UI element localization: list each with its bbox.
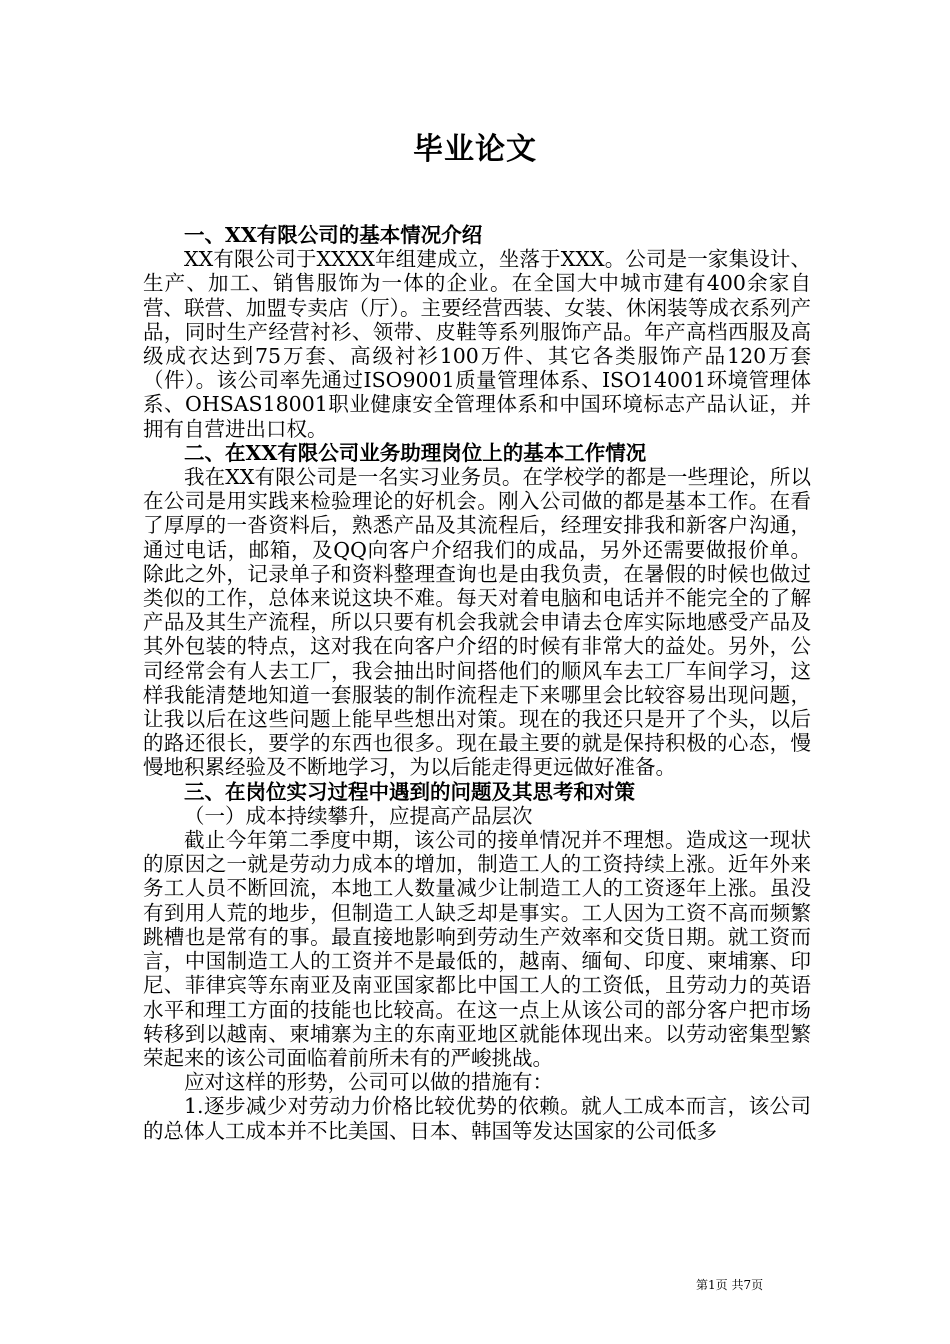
paragraph: 应对这样的形势，公司可以做的措施有： [184, 1070, 553, 1095]
page-title: 毕业论文 [413, 132, 537, 167]
paragraph: 我在XX有限公司是一名实习业务员。在学校学的都是一些理论，所以在公司是用实践来检验理论的好机会。刚入公司做的都是基本工作。在看了厚厚的一沓资料后，熟悉产品及其流程后，经理安排我和新客户沟通，通过电话，邮箱，及QQ向客户介绍我们的成品，另外还需要做报价单。除此之外，记录单子和资料整理查询也是由我负责，在暑假的时候也做过类似的工作，总体来说这块不难。每天对着电脑和电话并不能完全的了解产品及其生产流程，所以只要有机会我就会申请去仓库实际地感受产品及其外包装的特点，这对我在向客户介绍的时候有非常大的益处。另外，公司经常会有人去工厂，我会抽出时间搭他们的顺风车去工厂车间学习，这样我能清楚地知道一套服装的制作流程走下来哪里会比较容易出现问题，让我以后在这些问题上能早些想出对策。现在的我还只是开了个头，以后的路还很长，要学的东西也很多。现在最主要的就是保持积极的心态，慢慢地积累经验及不断地学习，为以后能走得更远做好准备。 [143, 465, 811, 780]
paragraph: XX有限公司于XXXX年组建成立，坐落于XXX。公司是一家集设计、生产、加工、销售服饰为一体的企业。在全国大中城市建有400余家自营、联营、加盟专卖店（厅）。主要经营西装、女装、休闲装等成衣系列产品，同时生产经营衬衫、领带、皮鞋等系列服饰产品。年产高档西服及高级成衣达到75万套、高级衬衫100万件、其它各类服饰产品120万套（件）。该公司率先通过ISO9001质量管理体系、ISO14001环境管理体系、OHSAS18001职业健康安全管理体系和中国环境标志产品认证，并拥有自营进出口权。 [143, 247, 811, 441]
section-heading-3: 三、在岗位实习过程中遇到的问题及其思考和对策 [184, 779, 635, 804]
paragraph: 截止今年第二季度中期，该公司的接单情况并不理想。造成这一现状的原因之一就是劳动力成本的增加，制造工人的工资持续上涨。近年外来务工人员不断回流，本地工人数量减少让制造工人的工资逐年上涨。虽没有到用人荒的地步，但制造工人缺乏却是事实。工人因为工资不高而频繁跳槽也是常有的事。最直接地影响到劳动生产效率和交货日期。就工资而言，中国制造工人的工资并不是最低的，越南、缅甸、印度、柬埔寨、印尼、菲律宾等东南亚及南亚国家都比中国工人的工资低，且劳动力的英语水平和理工方面的技能也比较高。在这一点上从该公司的部分客户把市场转移到以越南、柬埔寨为主的东南亚地区就能体现出来。以劳动密集型繁荣起来的该公司面临着前所未有的严峻挑战。 [143, 828, 811, 1070]
paragraph: 1.逐步减少对劳动力价格比较优势的依赖。就人工成本而言，该公司的总体人工成本并不比美国、日本、韩国等发达国家的公司低多 [143, 1094, 811, 1143]
document-body [143, 223, 811, 1143]
page-number: 第1页 共7页 [696, 1278, 764, 1292]
section-heading-2: 二、在XX有限公司业务助理岗位上的基本工作情况 [184, 440, 647, 465]
subsection-heading: （一）成本持续攀升，应提高产品层次 [184, 803, 533, 828]
section-heading-1: 一、XX有限公司的基本情况介绍 [184, 223, 483, 247]
